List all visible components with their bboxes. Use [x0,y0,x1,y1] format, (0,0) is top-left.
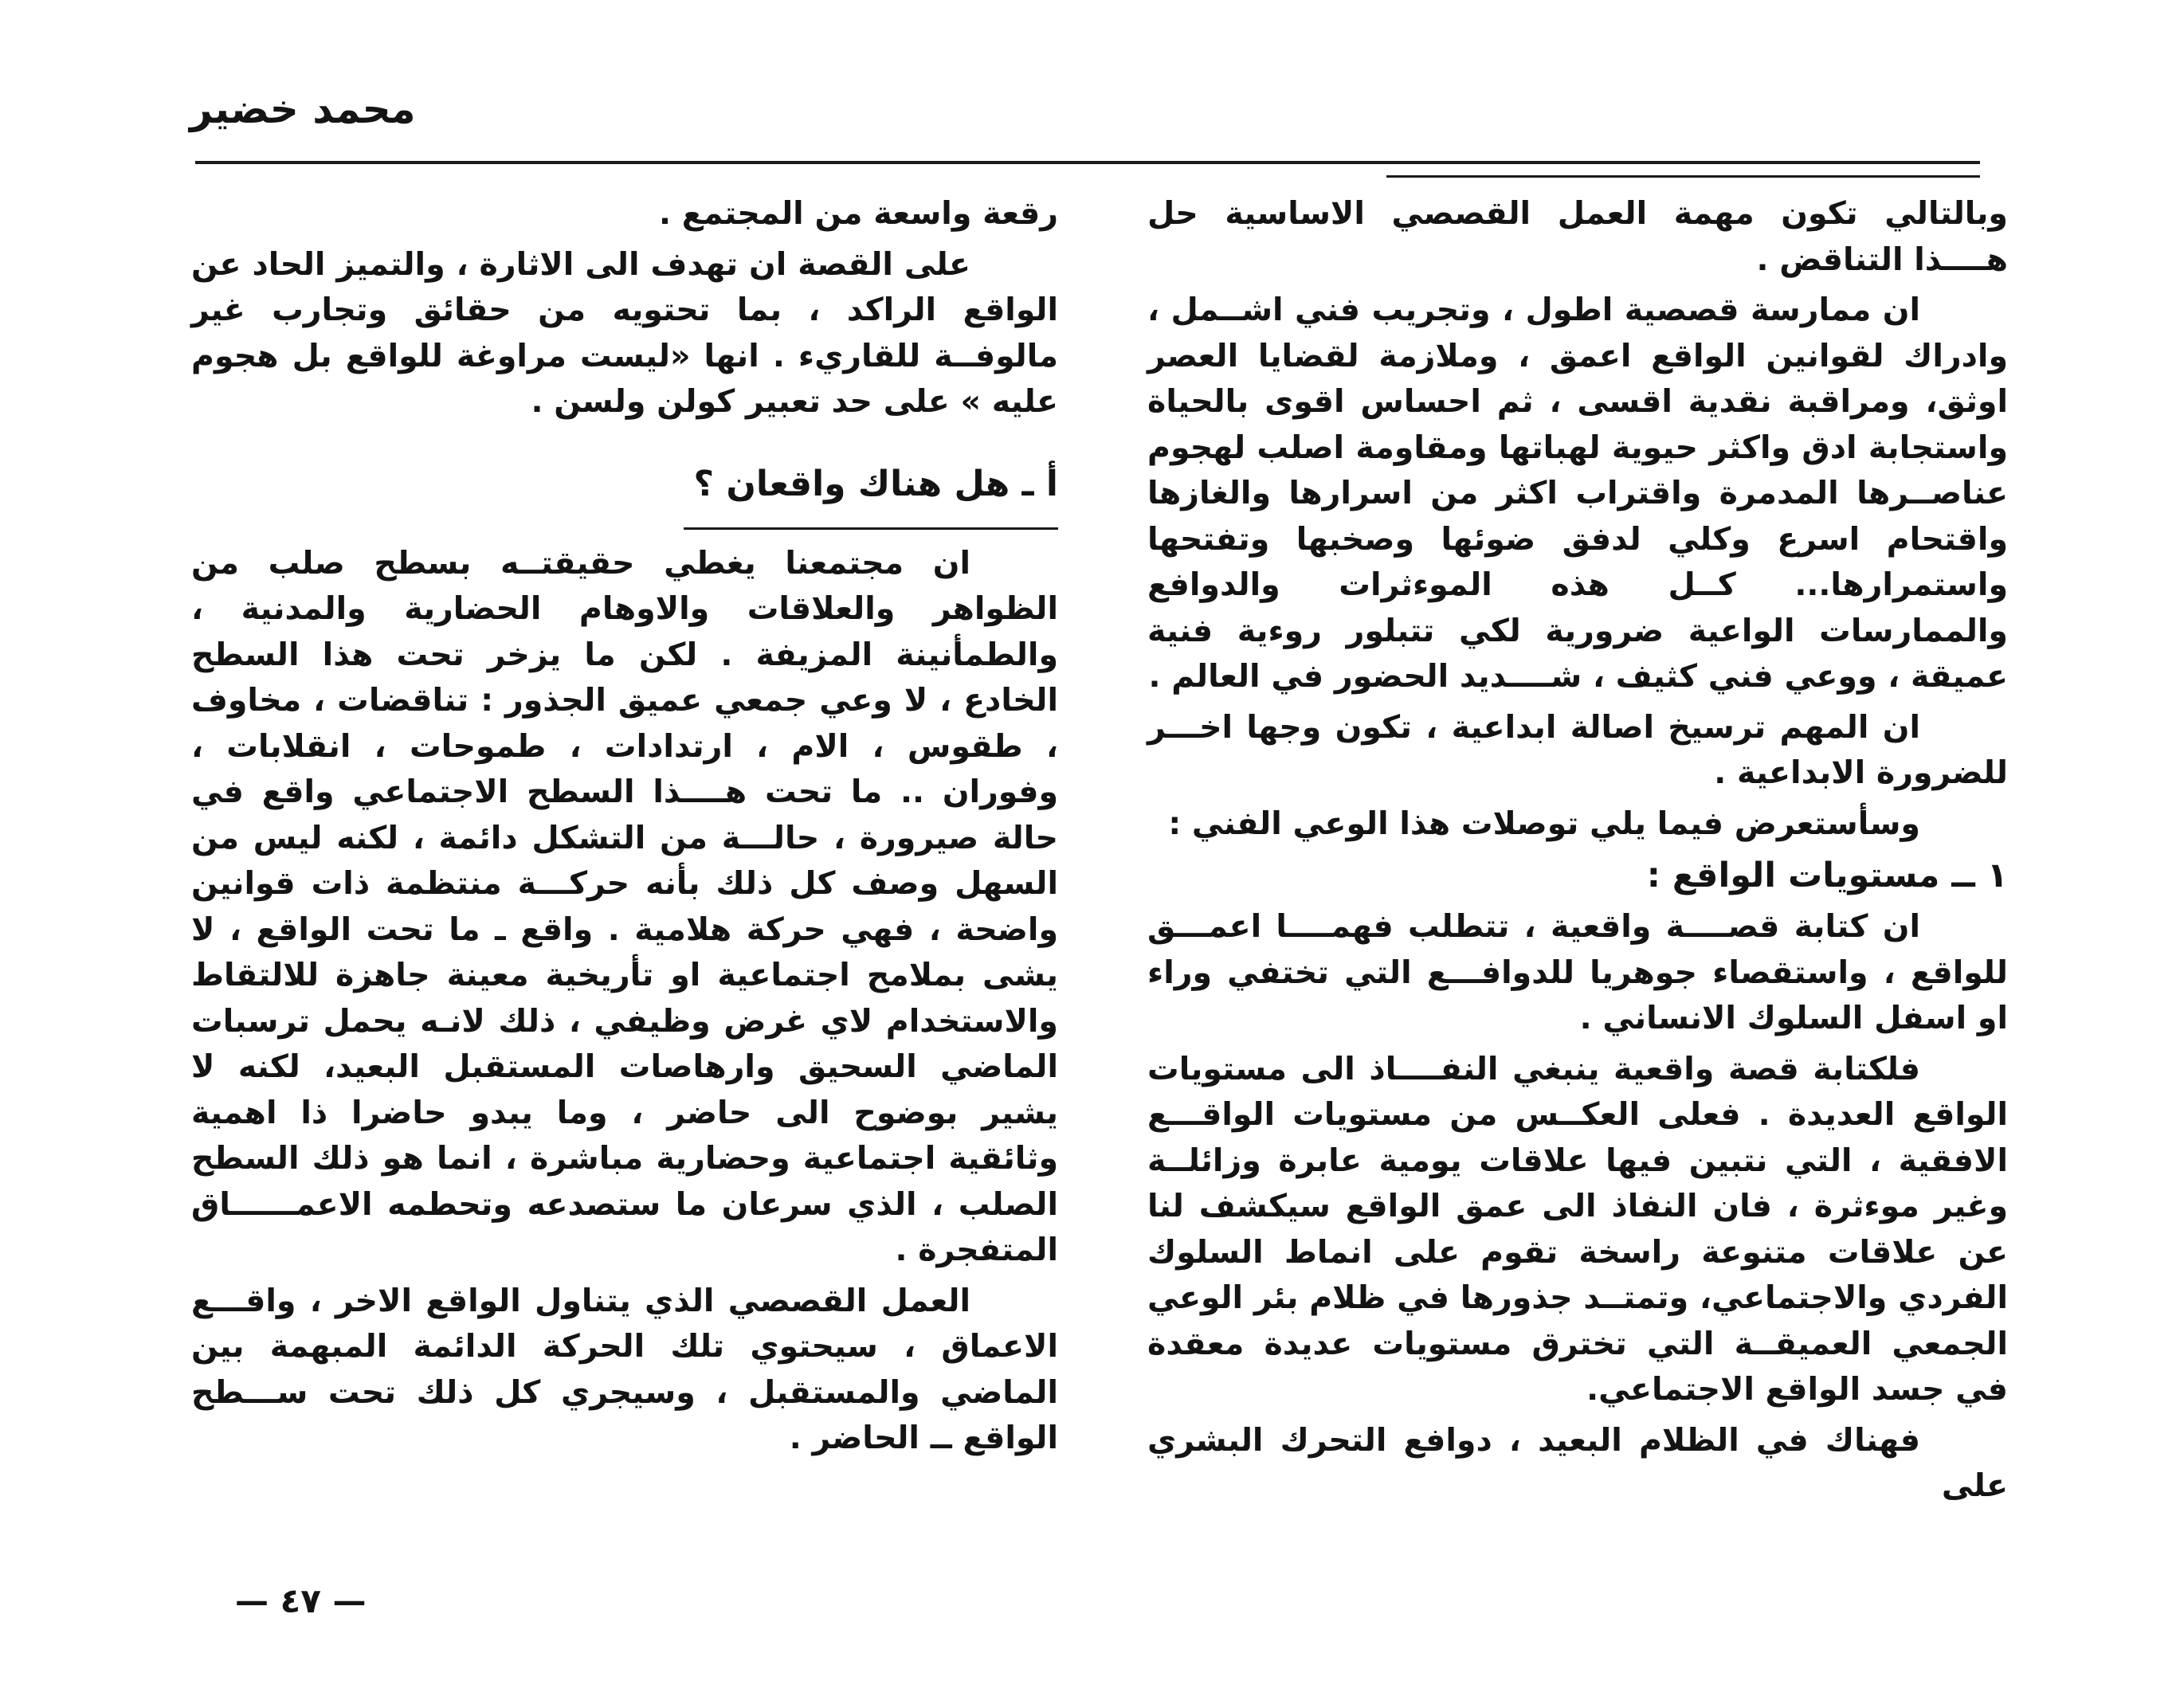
left-paragraph-3: ان مجتمعنا يغطي حقيقتــه بسطح صلب من الظواهر والعلاقات والاوهام الحضارية والمدنية ، والطمأنينة المزيفة . لكن ما يزخر تحت هذا السطح الخادع ، لا وعي جمعي عميق الجذور : تناقضات ، مخاوف ، طقوس ، الام ، ارتدادات ، طموحات ، انقلابات ، وفوران .. ما تحت هــــذا السطح الاجتماعي واقع في حالة صيرورة ، حالـــة من التشكل دائمة ، لكنه ليس من السهل وصف كل ذلك بأنه حركـــة منتظمة ذات قوانين واضحة ، فهي حركة هلامية . واقع ـ ما تحت الواقع ، لا يشى بملامح اجتماعية او تأريخية معينة جاهزة للالتقاط والاستخدام لاي غرض وظيفي ، ذلك لانـه يحمل ترسبات الماضي السحيق وارهاصات المستقبل البعيد، لكنه لا يشير بوضوح الى حاضر ، وما يبدو حاضرا ذا اهمية وثائقية اجتماعية وحضارية مباشرة ، انما هو ذلك السطح الصلب ، الذي سرعان ما ستصدعه وتحطمه الاعمــــــاق المتفجرة . [191,544,1058,1268]
header-rule-right [1386,175,1980,178]
section-heading-levels-of-reality: ١ ــ مستويات الواقع : [1646,856,2008,895]
section-heading-two-realities: أ ـ هل هناك واقعان ؟ [684,459,1058,530]
right-paragraph-5: ان كتابة قصــــة واقعية ، تتطلب فهمــــا اعمـــق للواقع ، واستقصاء جوهريا للدوافـــع التي تختفي وراء او اسفل السلوك الانساني . [1147,908,2008,1036]
right-paragraph-1: وبالتالي تكون مهمة العمل القصصي الاساسية حل هــــذا التناقض . [1147,195,2008,278]
header-rule [195,161,1980,164]
left-paragraph-1: رقعة واسعة من المجتمع . [659,195,1058,232]
right-paragraph-3: ان المهم ترسيخ اصالة ابداعية ، تكون وجها اخـــر للضرورة الابداعية . [1147,708,2008,791]
running-head-author: محمد خضير [190,86,416,132]
left-column [191,191,1058,1467]
left-paragraph-2: على القصة ان تهدف الى الاثارة ، والتميز الحاد عن الواقع الراكد ، بما تحتويه من حقائق وتجارب غير مالوفــة للقاريء . انها «ليست مراوغة للواقع بل هجوم عليه » على حد تعبير كولن ولسن . [191,245,1058,420]
right-paragraph-4: وسأستعرض فيما يلي توصلات هذا الوعي الفني : [1168,805,1920,842]
right-paragraph-2: ان ممارسة قصصية اطول ، وتجريب فني اشــمل ، وادراك لقوانين الواقع اعمق ، وملازمة لقضايا العصر اوثق، ومراقبة نقدية اقسى ، ثم احساس اقوى بالحياة واستجابة ادق واكثر حيوية لهباتها ومقاومة اصلب لهجوم عناصــرها المدمرة واقتراب اكثر من اسرارها والغازها واقتحام اسرع وكلي لدفق ضوئها وصخبها وتفتحها واستمرارها... كــل هذه الموءثرات والدوافع والممارسات الواعية ضرورية لكي تتبلور روءية فنية عميقة ، ووعي فني كثيف ، شــــديد الحضور في العالم . [1147,292,2008,695]
right-paragraph-6: فلكتابة قصة واقعية ينبغي النفــــاذ الى مستويات الواقع العديدة . فعلى العكــس من مستويات الواقـــع الافقية ، التي نتبين فيها علاقات يومية عابرة وزائلــة وغير موءثرة ، فان النفاذ الى عمق الواقع سيكشف لنا عن علاقات متنوعة راسخة تقوم على انماط السلوك الفردي والاجتماعي، وتمتــد جذورها في ظلام بئر الوعي الجمعي العميقــة التي تخترق مستويات عديدة معقدة في جسد الواقع الاجتماعي. [1147,1050,2008,1408]
left-paragraph-4: العمل القصصي الذي يتناول الواقع الاخر ، واقـــع الاعماق ، سيحتوي تلك الحركة الدائمة المبهمة بين الماضي والمستقبل ، وسيجري كل ذلك تحت ســـطح الواقع ــ الحاضر . [191,1282,1058,1456]
right-column [1147,191,2008,1514]
page-number: — ٤٧ — [235,1581,367,1620]
right-paragraph-7: فهناك في الظلام البعيد ، دوافع التحرك البشري على [1147,1421,2008,1504]
